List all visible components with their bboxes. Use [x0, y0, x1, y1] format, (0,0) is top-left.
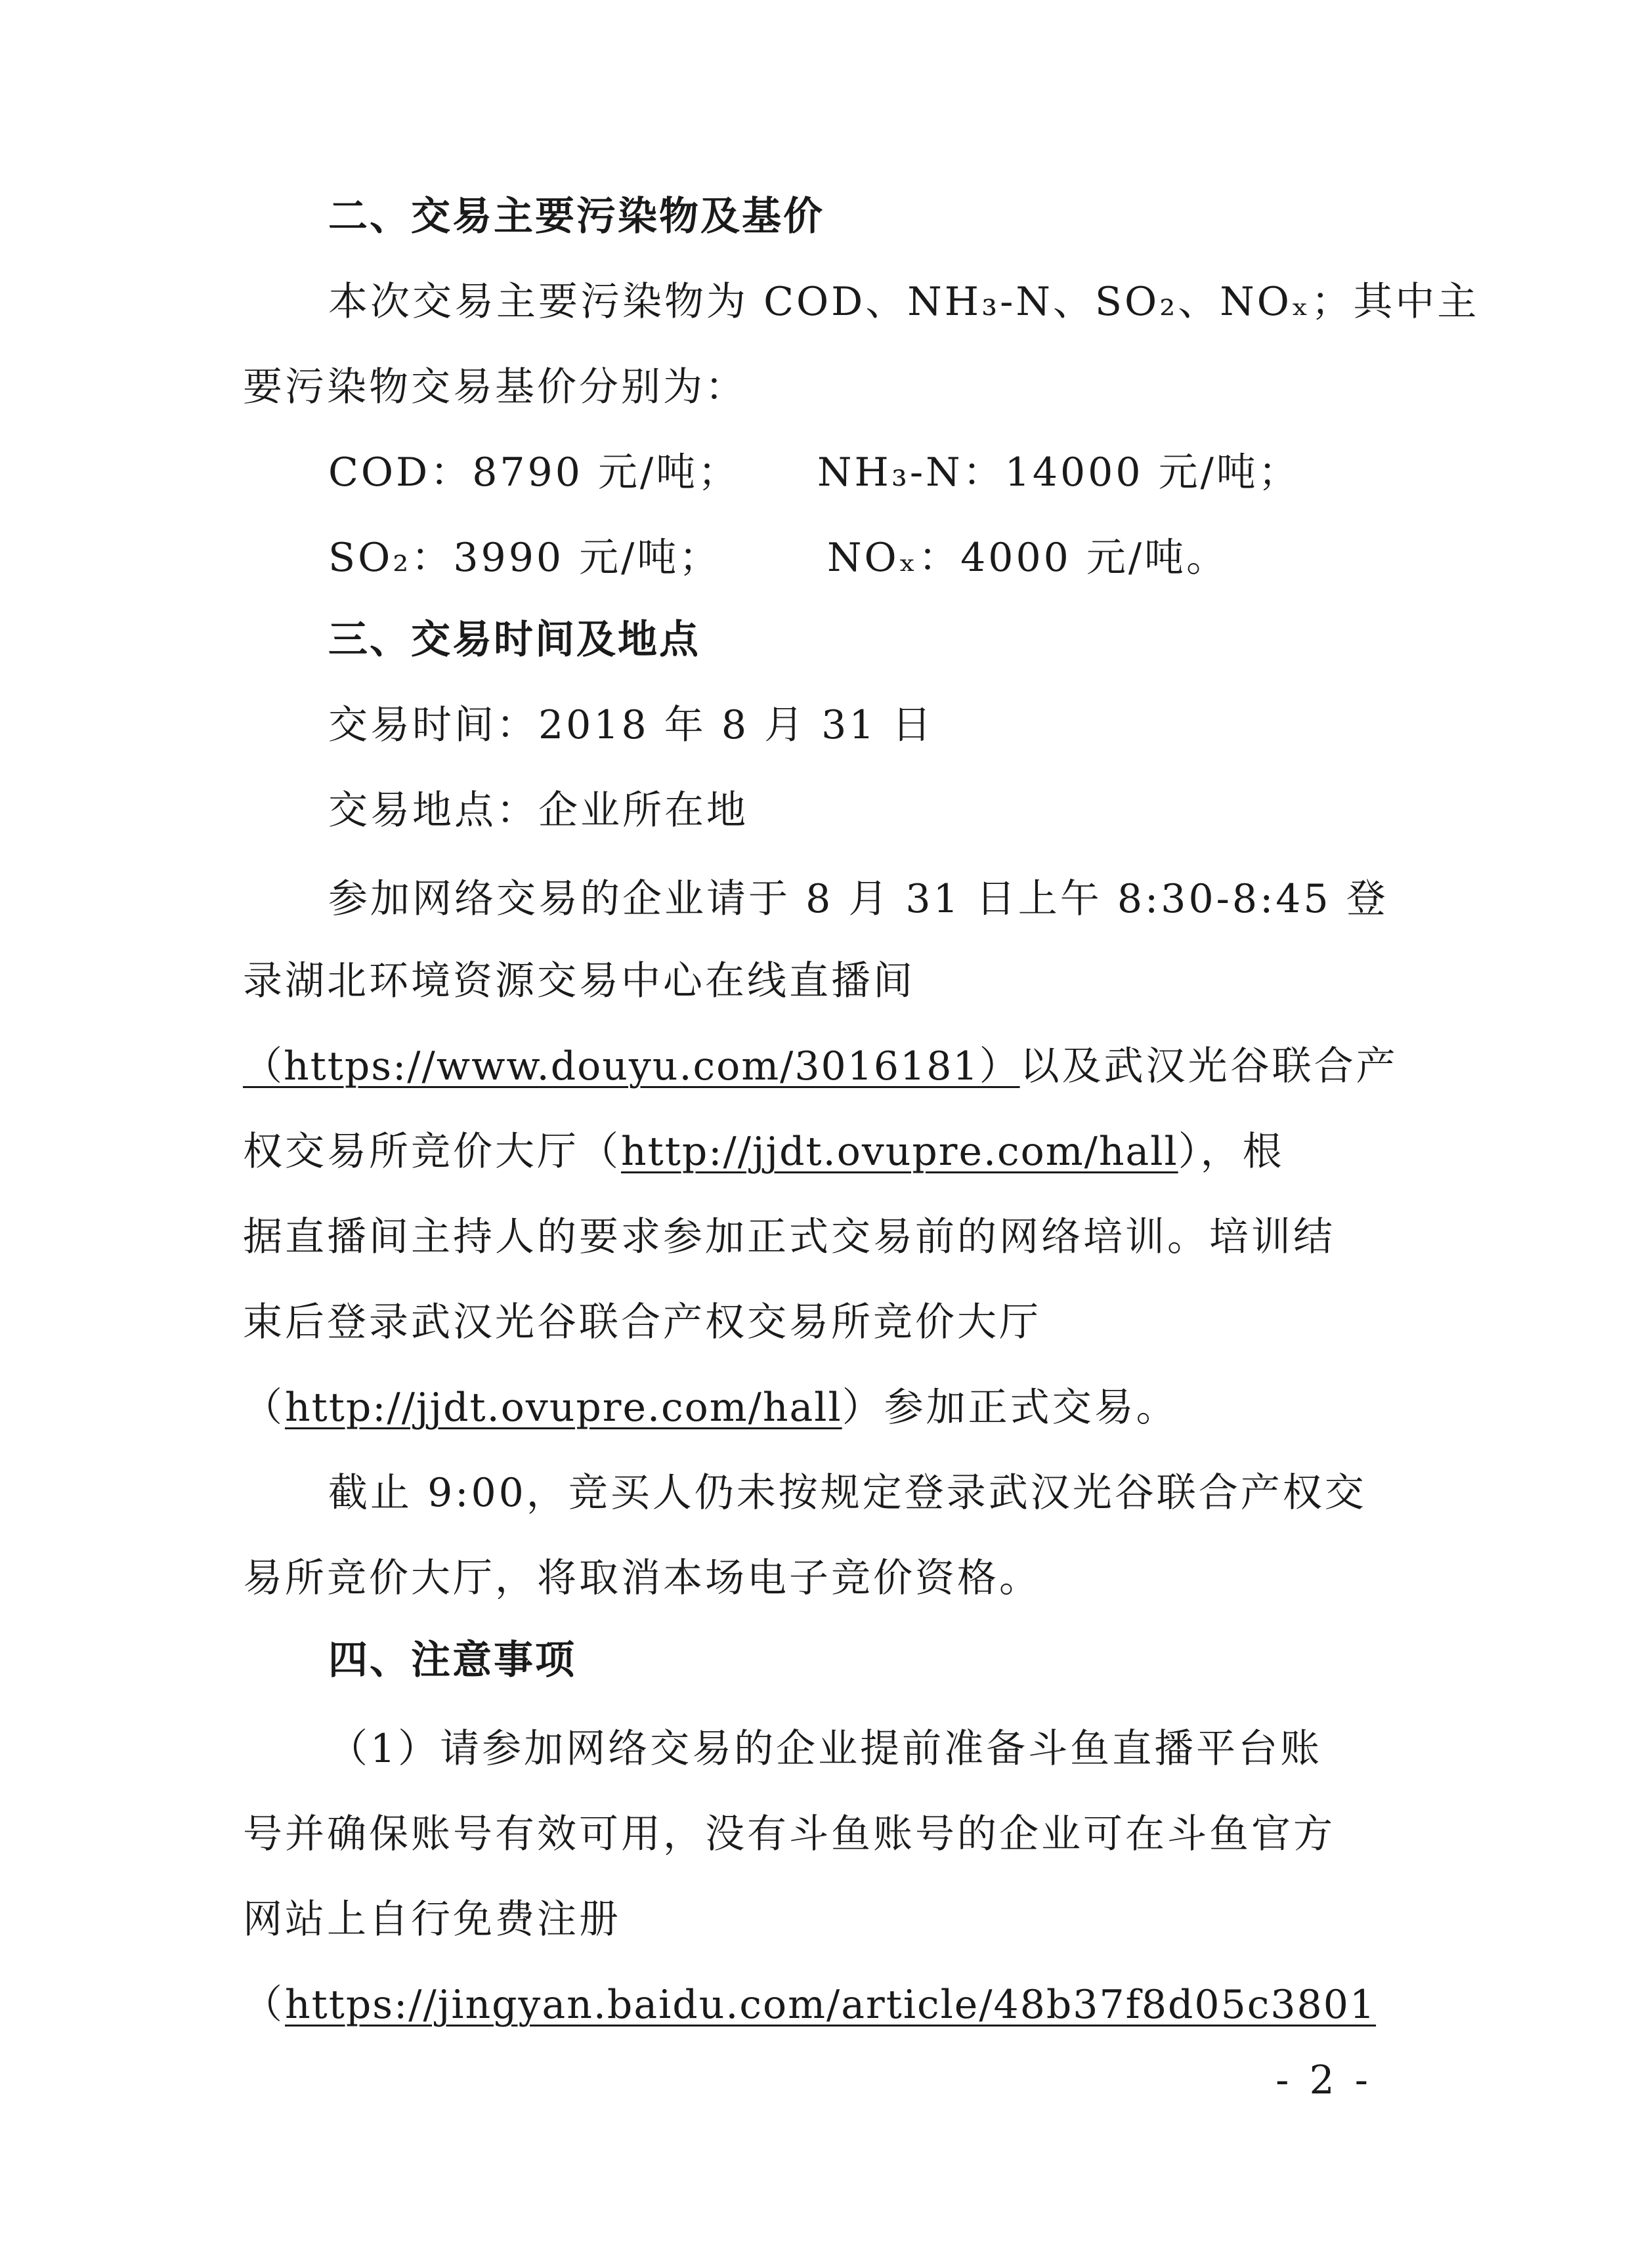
douyu-link[interactable]: （https://www.douyu.com/3016181）	[243, 1043, 1020, 1089]
baidu-link[interactable]: https://jingyan.baidu.com/article/48b37f8d05c3801	[285, 1982, 1377, 2028]
section3-p2-line2: 易所竞价大厅，将取消本场电子竞价资格。	[243, 1555, 1041, 1601]
section3-p2-line1: 截止 9:00，竞买人仍未按规定登录武汉光谷联合产权交	[328, 1470, 1367, 1516]
section2-intro-line1: 本次交易主要污染物为 COD、NH₃-N、SO₂、NOₓ；其中主	[328, 279, 1480, 325]
hall-link-1[interactable]: http://jjdt.ovupre.com/hall	[621, 1129, 1178, 1175]
line4-post: ），根	[1178, 1129, 1285, 1175]
section4-item1-line3: 网站上自行免费注册	[243, 1897, 621, 1942]
section3-p1-line1: 参加网络交易的企业请于 8 月 31 日上午 8:30-8:45 登	[328, 876, 1388, 922]
document-page	[243, 0, 1480, 2268]
section2-heading: 二、交易主要污染物及基价	[328, 194, 825, 240]
line3-rest: 以及武汉光谷联合产	[1019, 1043, 1398, 1089]
section3-p1-line4	[243, 1125, 1285, 1178]
trade-time: 交易时间：2018 年 8 月 31 日	[328, 702, 934, 748]
price-nh3n: NH₃-N：14000 元/吨；	[817, 450, 1300, 495]
section3-p1-line3	[243, 1040, 1398, 1093]
line4-pre: 权交易所竞价大厅（	[243, 1129, 621, 1175]
section4-item1-line4	[243, 1979, 1376, 2031]
trade-place: 交易地点：企业所在地	[328, 788, 748, 833]
line7-pre: （	[243, 1385, 285, 1431]
section3-p1-line6: 束后登录武汉光谷联合产权交易所竞价大厅	[243, 1299, 1041, 1345]
hall-link-2[interactable]: http://jjdt.ovupre.com/hall	[285, 1385, 842, 1431]
price-so2: SO₂：3990 元/吨；	[328, 535, 721, 581]
page-number: - 2 -	[1275, 2057, 1372, 2103]
section3-p1-line7	[243, 1381, 1178, 1434]
price-cod: COD：8790 元/吨；	[328, 450, 740, 495]
section3-p1-line2: 录湖北环境资源交易中心在线直播间	[243, 958, 915, 1004]
line7-post: ）参加正式交易。	[842, 1385, 1178, 1431]
section3-p1-line5: 据直播间主持人的要求参加正式交易前的网络培训。培训结	[243, 1214, 1335, 1260]
price-nox: NOₓ：4000 元/吨。	[827, 535, 1229, 581]
section4-heading: 四、注意事项	[328, 1637, 576, 1683]
section4-item1-line2: 号并确保账号有效可用，没有斗鱼账号的企业可在斗鱼官方	[243, 1811, 1335, 1857]
section2-intro-line2: 要污染物交易基价分别为：	[243, 364, 747, 410]
section3-heading: 三、交易时间及地点	[328, 617, 700, 663]
item1-url-pre: （	[243, 1982, 285, 2028]
section4-item1-line1: （1）请参加网络交易的企业提前准备斗鱼直播平台账	[328, 1726, 1323, 1772]
